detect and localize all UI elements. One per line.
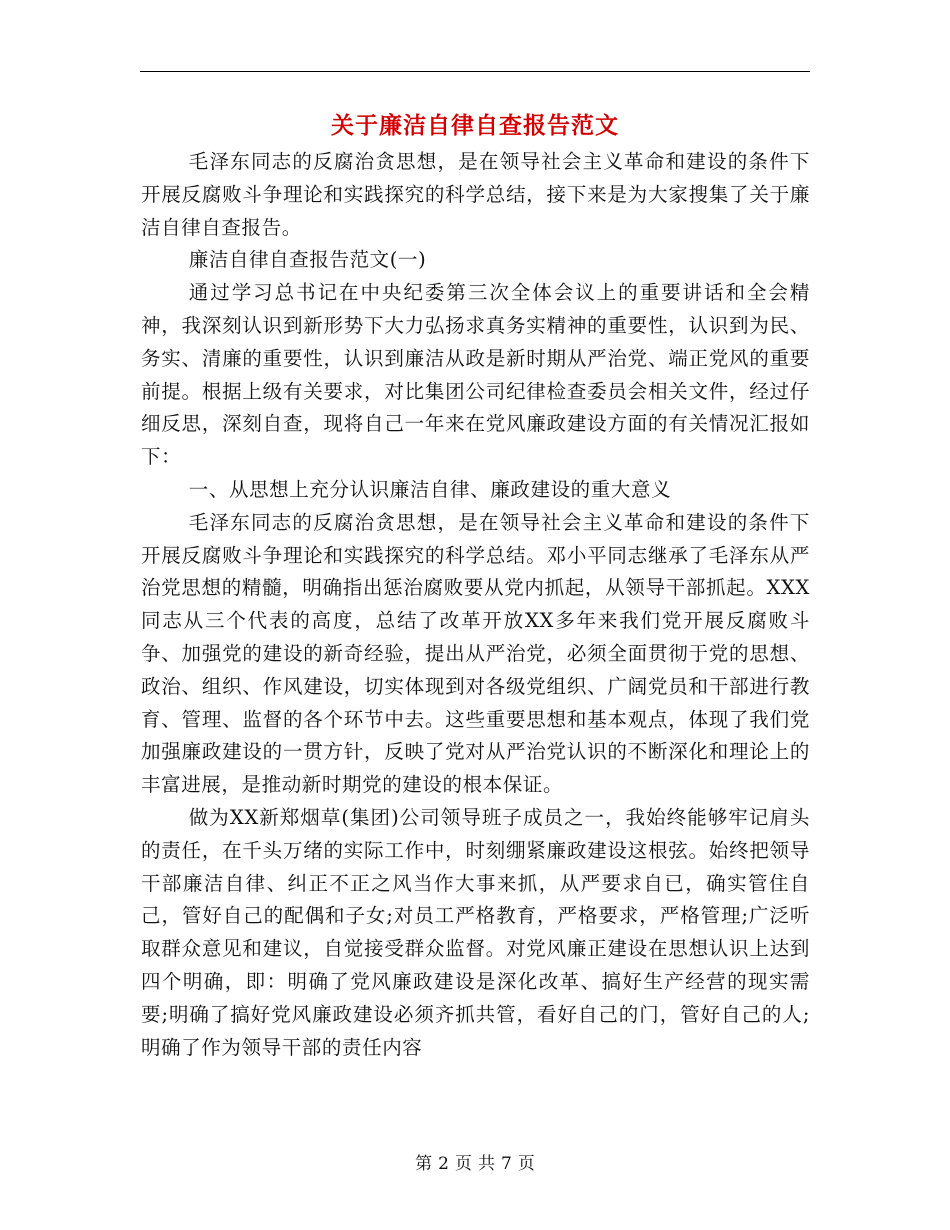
header-rule: [140, 71, 810, 72]
paragraph-study: 通过学习总书记在中央纪委第三次全体会议上的重要讲话和全会精神，我深刻认识到新形势下大力弘扬求真务实精神的重要性，认识到为民、务实、清廉的重要性，认识到廉洁从政是新时期从严治党、端正党风的重要前提。根据上级有关要求，对比集团公司纪律检查委员会相关文件，经过仔细反思，深刻自查，现将自己一年来在党风廉政建设方面的有关情况汇报如下：: [141, 281, 810, 469]
document-body: [141, 146, 810, 1064]
section-heading-example-1: 廉洁自律自查报告范文(一): [188, 248, 427, 272]
footer-prefix: 第: [415, 1154, 433, 1174]
paragraph-responsibility: 做为XX新郑烟草(集团)公司领导班子成员之一，我始终能够牢记肩头的责任，在千头万绪的实际工作中，时刻绷紧廉政建设这根弦。始终把领导干部廉洁自律、纠正不正之风当作大事来抓，从严要求自已，确实管住自己，管好自己的配偶和子女;对员工严格教育，严格要求，严格管理;广泛听取群众意见和建议，自觉接受群众监督。对党风廉正建设在思想认识上达到四个明确，即：明确了党风廉政建设是深化改革、搞好生产经营的现实需要;明确了搞好党风廉政建设必须齐抓共管，看好自己的门，管好自己的人;明确了作为领导干部的责任内容: [141, 805, 810, 1059]
footer-page-unit: 页: [455, 1154, 472, 1174]
section-heading-1: 一、从思想上充分认识廉洁自律、廉政建设的重大意义: [188, 477, 672, 501]
page-footer: [0, 1152, 950, 1176]
document-title: 关于廉洁自律自查报告范文: [331, 112, 619, 139]
footer-total-label: 共: [478, 1154, 495, 1174]
footer-total-unit: 页: [517, 1154, 535, 1174]
footer-total-pages: 7: [501, 1154, 512, 1174]
paragraph-thought: 毛泽东同志的反腐治贪思想，是在领导社会主义革命和建设的条件下开展反腐败斗争理论和实践探究的科学总结。邓小平同志继承了毛泽东从严治党思想的精髓，明确指出惩治腐败要从党内抓起，从领导干部抓起。XXX同志从三个代表的高度，总结了改革开放XX多年来我们党开展反腐败斗争、加强党的建设的新奇经验，提出从严治党，必须全面贯彻于党的思想、政治、组织、作风建设，切实体现到对各级党组织、广阔党员和干部进行教育、管理、监督的各个环节中去。这些重要思想和基本观点，体现了我们党加强廉政建设的一贯方针，反映了党对从严治党认识的不断深化和理论上的丰富进展，是推动新时期党的建设的根本保证。: [141, 510, 810, 797]
footer-current-page: 2: [438, 1154, 449, 1174]
paragraph-intro: 毛泽东同志的反腐治贪思想，是在领导社会主义革命和建设的条件下开展反腐败斗争理论和实践探究的科学总结，接下来是为大家搜集了关于廉洁自律自查报告。: [141, 150, 810, 239]
